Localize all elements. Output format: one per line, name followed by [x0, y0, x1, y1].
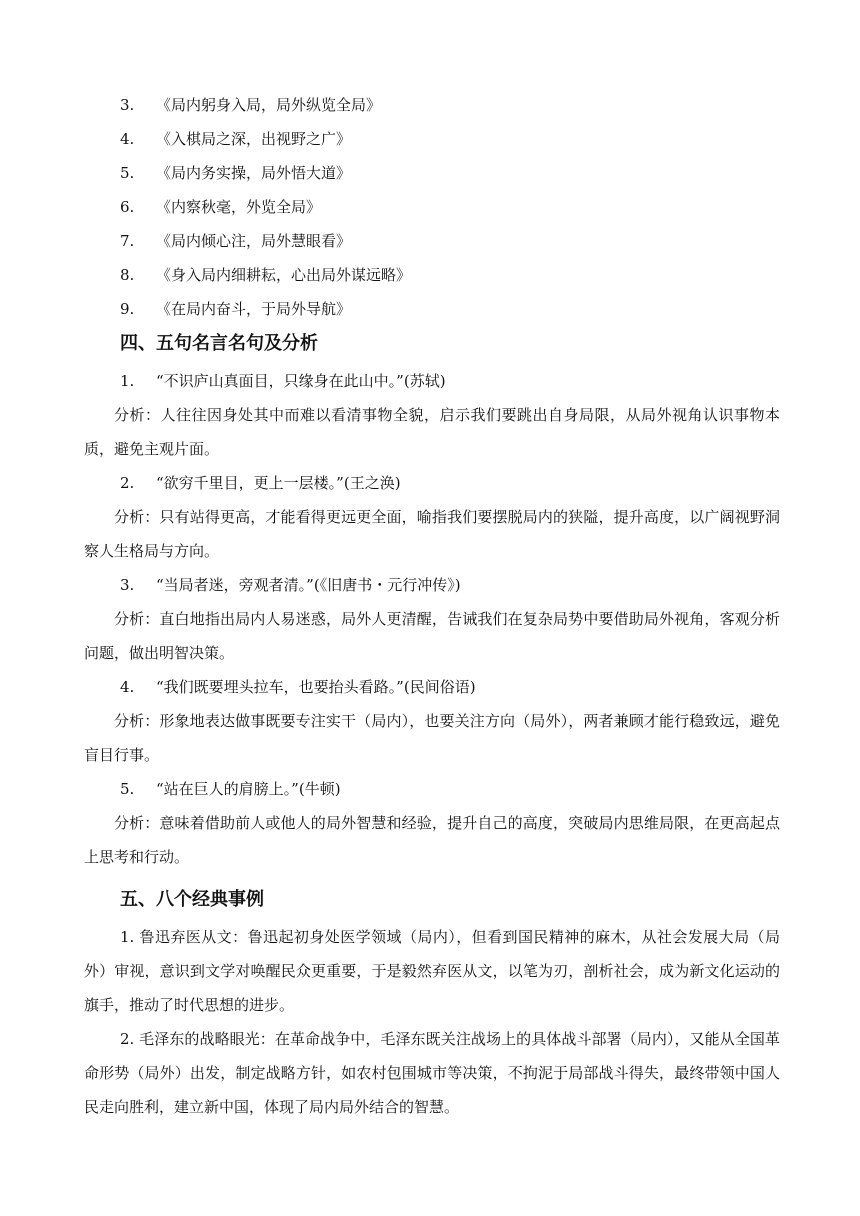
quote-line — [84, 466, 780, 500]
quote-number: 2. — [120, 474, 135, 492]
quote-block — [84, 466, 780, 568]
list-item — [84, 190, 780, 224]
item-number: 6. — [120, 198, 135, 216]
quote-number: 5. — [120, 780, 135, 798]
quote-text: “当局者迷，旁观者清。”(《旧唐书・元行冲传》) — [156, 576, 461, 594]
quote-text: “欲穷千里目，更上一层楼。”(王之涣) — [156, 474, 401, 492]
analysis-paragraph: 分析：直白地指出局内人易迷惑，局外人更清醒，告诫我们在复杂局势中要借助局外视角，客观分析问题，做出明智决策。 — [84, 610, 780, 662]
item-number: 4. — [120, 130, 135, 148]
section-heading: 四、五句名言名句及分析 — [120, 333, 318, 354]
quote-line — [84, 772, 780, 806]
item-number: 5. — [120, 164, 135, 182]
title-list — [84, 88, 780, 326]
quote-text: “我们既要埋头拉车，也要抬头看路。”(民间俗语) — [156, 678, 476, 696]
list-item — [84, 88, 780, 122]
item-text: 《身入局内细耕耘，心出局外谋远略》 — [156, 266, 412, 284]
quote-block — [84, 772, 780, 874]
item-text: 《局内务实操，局外悟大道》 — [156, 164, 352, 182]
analysis-paragraph: 分析：人往往因身处其中而难以看清事物全貌，启示我们要跳出自身局限，从局外视角认识事物本质，避免主观片面。 — [84, 406, 780, 458]
quote-line — [84, 670, 780, 704]
quote-text: “站在巨人的肩膀上。”(牛顿) — [156, 780, 341, 798]
section-heading: 五、八个经典事例 — [120, 889, 264, 910]
quote-line — [84, 568, 780, 602]
list-item — [84, 258, 780, 292]
event-paragraph — [84, 1022, 780, 1124]
item-text: 《内察秋毫，外览全局》 — [156, 198, 322, 216]
quote-line — [84, 364, 780, 398]
item-text: 《局内躬身入局，局外纵览全局》 — [156, 96, 382, 114]
item-number: 7. — [120, 232, 135, 250]
item-number: 9. — [120, 300, 135, 318]
event-text: 毛泽东的战略眼光：在革命战争中，毛泽东既关注战场上的具体战斗部署（局内），又能从全国革命形势（局外）出发，制定战略方针，如农村包围城市等决策，不拘泥于局部战斗得失，最终带领中国人民走向胜利，建立新中国，体现了局内局外结合的智慧。 — [84, 1030, 780, 1116]
document-content — [84, 88, 780, 1124]
item-text: 《局内倾心注，局外慧眼看》 — [156, 232, 352, 250]
quote-block — [84, 568, 780, 670]
list-item — [84, 122, 780, 156]
quote-block — [84, 670, 780, 772]
analysis-paragraph: 分析：意味着借助前人或他人的局外智慧和经验，提升自己的高度，突破局内思维局限，在更高起点上思考和行动。 — [84, 814, 780, 866]
spacer — [84, 874, 780, 882]
event-paragraph — [84, 920, 780, 1022]
quote-text: “不识庐山真面目，只缘身在此山中。”(苏轼) — [156, 372, 446, 390]
item-number: 8. — [120, 266, 135, 284]
list-item — [84, 224, 780, 258]
event-text: 鲁迅弃医从文：鲁迅起初身处医学领域（局内），但看到国民精神的麻木，从社会发展大局（局外）审视，意识到文学对唤醒民众更重要，于是毅然弃医从文，以笔为刃，剖析社会，成为新文化运动的旗手，推动了时代思想的进步。 — [84, 928, 780, 1014]
event-number: 1. — [120, 928, 135, 946]
list-item — [84, 156, 780, 190]
quote-number: 3. — [120, 576, 135, 594]
quote-number: 4. — [120, 678, 135, 696]
item-number: 3. — [120, 96, 135, 114]
list-item — [84, 292, 780, 326]
item-text: 《入棋局之深，出视野之广》 — [156, 130, 352, 148]
analysis-paragraph: 分析：只有站得更高，才能看得更远更全面，喻指我们要摆脱局内的狭隘，提升高度，以广阔视野洞察人生格局与方向。 — [84, 508, 780, 560]
analysis-paragraph: 分析：形象地表达做事既要专注实干（局内），也要关注方向（局外），两者兼顾才能行稳致远，避免盲目行事。 — [84, 712, 780, 764]
item-text: 《在局内奋斗，于局外导航》 — [156, 300, 352, 318]
event-number: 2. — [120, 1030, 135, 1048]
quote-block — [84, 364, 780, 466]
quote-number: 1. — [120, 372, 135, 390]
